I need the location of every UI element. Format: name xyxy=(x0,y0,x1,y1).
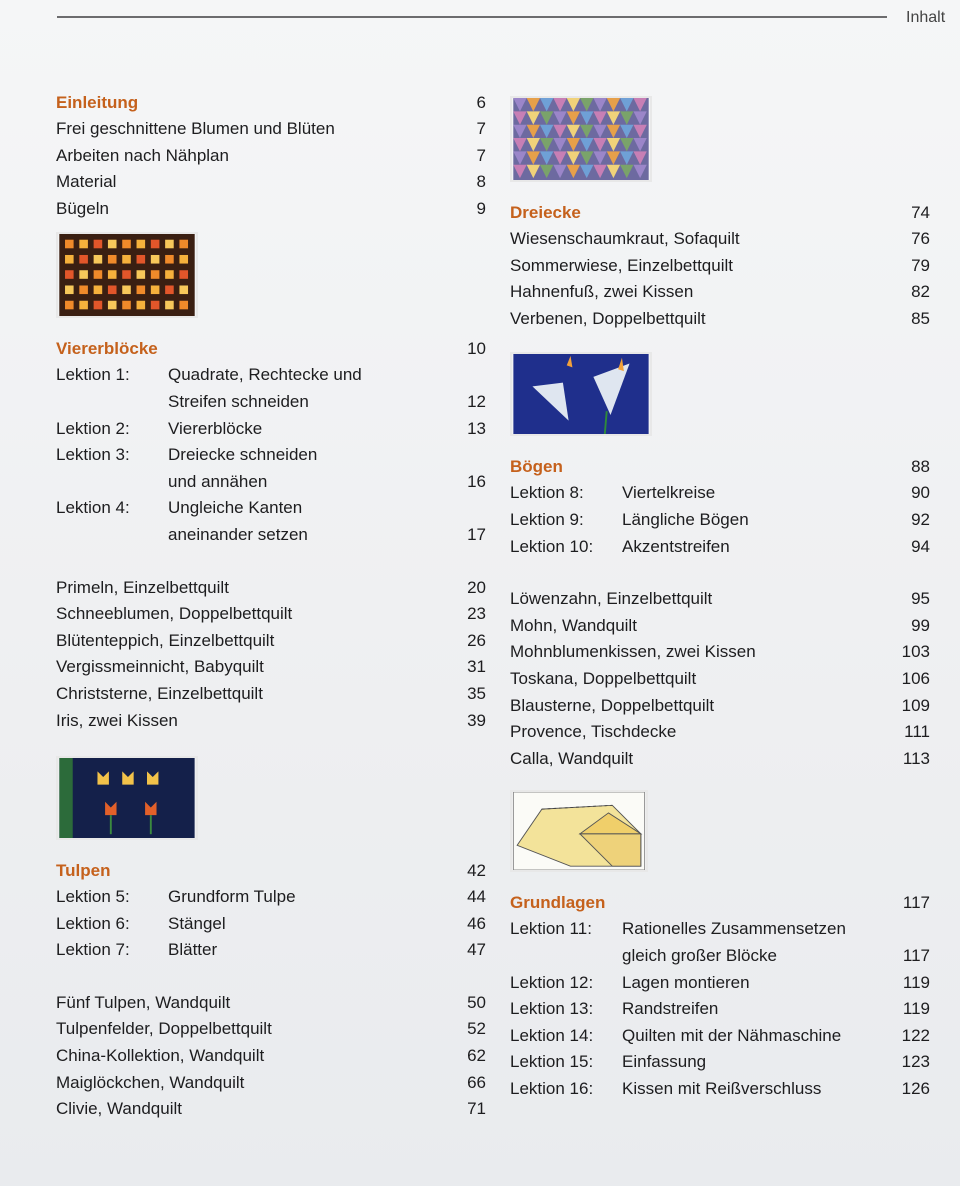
entry-page: 12 xyxy=(467,391,486,411)
entry-page: 62 xyxy=(467,1046,486,1066)
toc-entry xyxy=(510,306,930,333)
entry-title: Fünf Tulpen, Wandquilt xyxy=(56,992,231,1012)
entry-title: und annähen xyxy=(168,471,268,491)
toc-entry xyxy=(510,586,930,613)
header-label: Inhalt xyxy=(906,9,946,26)
entry-title: Bügeln xyxy=(56,198,109,218)
entry-page: 8 xyxy=(476,172,486,192)
entry-page: 26 xyxy=(467,630,486,650)
entry-page: 119 xyxy=(902,999,930,1019)
entry-page: 13 xyxy=(467,418,486,438)
lesson-row xyxy=(56,416,486,443)
toc-entry xyxy=(510,639,930,666)
toc-entry xyxy=(510,666,930,693)
entry-page: 109 xyxy=(901,695,930,715)
entry-page: 44 xyxy=(467,887,486,907)
section-title: Grundlagen xyxy=(510,893,606,913)
section-title: Bögen xyxy=(510,457,563,477)
section-page: 74 xyxy=(911,203,930,222)
section-boegen xyxy=(510,454,930,480)
entry-page: 52 xyxy=(467,1019,486,1039)
lesson-row xyxy=(510,534,930,561)
lesson-row xyxy=(56,469,486,496)
toc-entry xyxy=(56,143,486,170)
entry-title: Grundform Tulpe xyxy=(168,887,296,907)
boegen-lessons xyxy=(510,480,930,560)
entry-page: 119 xyxy=(902,972,930,992)
entry-page: 39 xyxy=(467,710,486,730)
lesson-row xyxy=(510,1076,930,1103)
lesson-row xyxy=(56,495,486,522)
lesson-row xyxy=(510,943,930,970)
entry-title: Primeln, Einzelbettquilt xyxy=(56,577,229,597)
header-rule xyxy=(57,16,887,18)
entry-title: Hahnenfuß, zwei Kissen xyxy=(510,282,694,302)
entry-page: 122 xyxy=(901,1025,930,1045)
section-page: 6 xyxy=(476,93,486,112)
toc-entry xyxy=(510,613,930,640)
entry-title: Lagen montieren xyxy=(622,972,750,992)
lesson-row xyxy=(56,937,486,964)
toc-entry xyxy=(510,279,930,306)
lesson-label: Lektion 7: xyxy=(56,940,130,960)
entry-page: 103 xyxy=(901,642,930,662)
left-column xyxy=(56,90,486,1123)
toc-entry xyxy=(56,169,486,196)
entry-page: 35 xyxy=(467,683,486,703)
einleitung-list xyxy=(56,116,486,222)
entry-title: Einfassung xyxy=(622,1052,707,1072)
lesson-label: Lektion 10: xyxy=(510,536,594,556)
toc-entry xyxy=(56,116,486,143)
entry-title: Material xyxy=(56,172,117,192)
toc-entry xyxy=(510,253,930,280)
lesson-label: Lektion 12: xyxy=(510,972,594,992)
section-grundlagen xyxy=(510,890,930,916)
entry-page: 82 xyxy=(911,282,930,302)
entry-title: Quadrate, Rechtecke und xyxy=(168,365,362,385)
viererbloecke-lessons xyxy=(56,362,486,548)
entry-title: Arbeiten nach Nähplan xyxy=(56,145,229,165)
entry-page: 50 xyxy=(467,992,486,1012)
entry-page: 94 xyxy=(911,536,930,556)
lesson-row xyxy=(56,522,486,549)
lesson-label: Lektion 13: xyxy=(510,999,594,1019)
section-page: 42 xyxy=(467,861,486,881)
entry-page: 23 xyxy=(467,604,486,624)
entry-title: Wiesenschaumkraut, Sofaquilt xyxy=(510,229,740,248)
entry-page: 76 xyxy=(911,229,930,248)
section-tulpen xyxy=(56,858,486,884)
entry-title: Blütenteppich, Einzelbettquilt xyxy=(56,630,275,650)
section-dreiecke xyxy=(510,200,930,226)
entry-title: Viertelkreise xyxy=(622,483,716,503)
viererbloecke-projects xyxy=(56,575,486,735)
entry-page: 95 xyxy=(911,589,930,609)
entry-page: 113 xyxy=(902,748,930,768)
quilt-thumbnail-orange-squares xyxy=(56,232,198,318)
entry-title: Stängel xyxy=(168,913,226,933)
entry-page: 20 xyxy=(467,577,486,597)
toc-entry xyxy=(56,1043,486,1070)
toc-entry xyxy=(56,681,486,708)
entry-title: Rationelles Zusammensetzen xyxy=(622,919,846,939)
lesson-row xyxy=(56,884,486,911)
section-einleitung xyxy=(56,90,486,116)
lesson-row xyxy=(510,916,930,943)
entry-title: Christsterne, Einzelbettquilt xyxy=(56,683,263,703)
entry-title: Calla, Wandquilt xyxy=(510,748,634,768)
entry-title: Clivie, Wandquilt xyxy=(56,1099,182,1119)
lesson-row xyxy=(56,442,486,469)
entry-title: China-Kollektion, Wandquilt xyxy=(56,1046,265,1066)
section-page: 117 xyxy=(902,893,930,913)
entry-title: Blätter xyxy=(168,940,218,960)
toc-entry xyxy=(56,1070,486,1097)
lesson-label: Lektion 1: xyxy=(56,365,130,385)
entry-title: Maiglöckchen, Wandquilt xyxy=(56,1072,245,1092)
section-page: 10 xyxy=(467,339,486,359)
entry-title: Blausterne, Doppelbettquilt xyxy=(510,695,715,715)
entry-title: gleich großer Blöcke xyxy=(622,945,777,965)
entry-title: Streifen schneiden xyxy=(168,391,309,411)
entry-title: Längliche Bögen xyxy=(622,509,749,529)
lesson-label: Lektion 11: xyxy=(510,919,592,939)
quilt-thumbnail-triangles xyxy=(510,96,652,182)
quilt-thumbnail-calla xyxy=(510,352,652,436)
lesson-label: Lektion 6: xyxy=(56,913,130,933)
lesson-label: Lektion 8: xyxy=(510,483,584,503)
entry-title: Quilten mit der Nähmaschine xyxy=(622,1025,842,1045)
toc-entry xyxy=(56,1016,486,1043)
entry-page: 92 xyxy=(911,509,930,529)
lesson-label: Lektion 3: xyxy=(56,445,130,465)
entry-page: 99 xyxy=(911,615,930,635)
toc-entry xyxy=(510,226,930,253)
entry-page: 126 xyxy=(901,1078,930,1098)
lesson-label: Lektion 14: xyxy=(510,1025,594,1045)
entry-page: 71 xyxy=(467,1099,486,1119)
entry-page: 9 xyxy=(476,198,486,218)
section-title: Dreiecke xyxy=(510,203,581,222)
lesson-label: Lektion 4: xyxy=(56,498,130,518)
entry-title: aneinander setzen xyxy=(168,524,308,544)
entry-title: Tulpenfelder, Doppelbettquilt xyxy=(56,1019,272,1039)
tulpen-projects xyxy=(56,990,486,1123)
entry-page: 106 xyxy=(901,668,930,688)
lesson-row xyxy=(56,911,486,938)
quilt-thumbnail-tulips xyxy=(56,756,198,840)
entry-title: Viererblöcke xyxy=(168,418,263,438)
entry-page: 123 xyxy=(901,1052,930,1072)
toc-entry xyxy=(56,708,486,735)
entry-title: Toskana, Doppelbettquilt xyxy=(510,668,697,688)
section-title: Tulpen xyxy=(56,861,111,881)
quilt-thumbnail-grundlagen xyxy=(510,790,648,872)
lesson-row xyxy=(510,970,930,997)
entry-page: 7 xyxy=(476,145,486,165)
entry-title: Verbenen, Doppelbettquilt xyxy=(510,308,706,328)
toc-entry xyxy=(510,693,930,720)
lesson-label: Lektion 2: xyxy=(56,418,130,438)
grundlagen-lessons xyxy=(510,916,930,1102)
entry-title: Vergissmeinnicht, Babyquilt xyxy=(56,657,264,677)
entry-title: Dreiecke schneiden xyxy=(168,445,318,465)
entry-page: 85 xyxy=(911,308,930,328)
toc-entry xyxy=(56,654,486,681)
entry-page: 17 xyxy=(467,524,486,544)
lesson-label: Lektion 16: xyxy=(510,1078,594,1098)
lesson-row xyxy=(510,480,930,507)
toc-entry xyxy=(510,746,930,773)
lesson-row xyxy=(56,362,486,389)
entry-title: Mohnblumenkissen, zwei Kissen xyxy=(510,642,756,662)
entry-page: 7 xyxy=(476,119,486,138)
entry-page: 16 xyxy=(467,471,486,491)
entry-page: 47 xyxy=(467,940,486,960)
entry-title: Akzentstreifen xyxy=(622,536,730,556)
toc-entry xyxy=(56,1096,486,1123)
entry-title: Ungleiche Kanten xyxy=(168,498,303,518)
entry-page: 66 xyxy=(467,1072,486,1092)
entry-title: Mohn, Wandquilt xyxy=(510,615,637,635)
entry-title: Frei geschnittene Blumen und Blüten xyxy=(56,119,335,138)
section-page: 88 xyxy=(911,457,930,477)
entry-title: Sommerwiese, Einzelbettquilt xyxy=(510,255,733,275)
entry-title: Provence, Tischdecke xyxy=(510,722,677,742)
right-column xyxy=(510,90,930,1102)
section-viererbloecke xyxy=(56,336,486,362)
section-title: Viererblöcke xyxy=(56,339,158,359)
entry-page: 111 xyxy=(904,722,930,742)
lesson-label: Lektion 15: xyxy=(510,1052,594,1072)
section-title: Einleitung xyxy=(56,93,139,112)
lesson-row xyxy=(510,507,930,534)
entry-page: 90 xyxy=(911,483,930,503)
entry-title: Löwenzahn, Einzelbettquilt xyxy=(510,589,713,609)
tulpen-lessons xyxy=(56,884,486,964)
lesson-row xyxy=(510,1023,930,1050)
toc-entry xyxy=(510,719,930,746)
toc-entry xyxy=(56,575,486,602)
toc-entry xyxy=(56,990,486,1017)
entry-page: 46 xyxy=(467,913,486,933)
toc-entry xyxy=(56,628,486,655)
toc-entry xyxy=(56,601,486,628)
boegen-projects xyxy=(510,586,930,772)
entry-page: 79 xyxy=(911,255,930,275)
lesson-row xyxy=(56,389,486,416)
entry-title: Kissen mit Reißverschluss xyxy=(622,1078,822,1098)
entry-title: Iris, zwei Kissen xyxy=(56,710,178,730)
lesson-row xyxy=(510,996,930,1023)
dreiecke-projects xyxy=(510,226,930,332)
entry-page: 117 xyxy=(902,945,930,965)
entry-page: 31 xyxy=(467,657,486,677)
toc-entry xyxy=(56,196,486,223)
lesson-row xyxy=(510,1049,930,1076)
lesson-label: Lektion 5: xyxy=(56,887,130,907)
lesson-label: Lektion 9: xyxy=(510,509,584,529)
entry-title: Randstreifen xyxy=(622,999,719,1019)
entry-title: Schneeblumen, Doppelbettquilt xyxy=(56,604,293,624)
